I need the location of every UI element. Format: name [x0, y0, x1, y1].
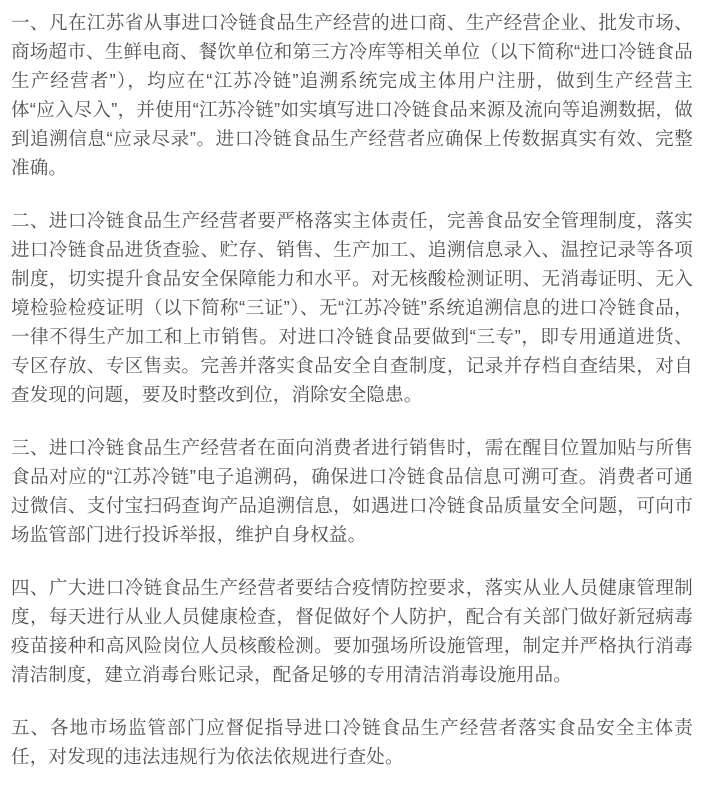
paragraph-item-3: 三、进口冷链食品生产经营者在面向消费者进行销售时，需在醒目位置加贴与所售食品对应的“江苏冷链”电子追溯码，确保进口冷链食品信息可溯可查。消费者可通过微信、支付宝扫码查询产品追溯信息，如遇进口冷链食品质量安全问题，可向市场监管部门进行投诉举报，维护自身权益。: [11, 437, 693, 545]
paragraph-item-4: 四、广大进口冷链食品生产经营者要结合疫情防控要求，落实从业人员健康管理制度，每天进行从业人员健康检查，督促做好个人防护，配合有关部门做好新冠病毒疫苗接种和高风险岗位人员核酸检测。要加强场所设施管理，制定并严格执行消毒清洁制度，建立消毒台账记录，配备足够的专用清洁消毒设施用品。: [11, 577, 693, 685]
paragraph-item-2: 二、进口冷链食品生产经营者要严格落实主体责任，完善食品安全管理制度，落实进口冷链食品进货查验、贮存、销售、生产加工、追溯信息录入、温控记录等各项制度，切实提升食品安全保障能力和水平。对无核酸检测证明、无消毒证明、无入境检验检疫证明（以下简称“三证”）、无“江苏冷链”系统追溯信息的进口冷链食品，一律不得生产加工和上市销售。对进口冷链食品要做到“三专”，即专用通道进货、专区存放、专区售卖。完善并落实食品安全自查制度，记录并存档自查结果，对自查发现的问题，要及时整改到位，消除安全隐患。: [11, 210, 693, 405]
paragraph-item-1: 一、凡在江苏省从事进口冷链食品生产经营的进口商、生产经营企业、批发市场、商场超市、生鲜电商、餐饮单位和第三方冷库等相关单位（以下简称“进口冷链食品生产经营者”），均应在“江苏冷链”追溯系统完成主体用户注册，做到生产经营主体“应入尽入”，并使用“江苏冷链”如实填写进口冷链食品来源及流向等追溯数据，做到追溯信息“应录尽录”。进口冷链食品生产经营者应确保上传数据真实有效、完整准确。: [11, 12, 693, 178]
paragraph-item-5: 五、各地市场监管部门应督促指导进口冷链食品生产经营者落实食品安全主体责任，对发现的违法违规行为依法依规进行查处。: [11, 717, 693, 767]
